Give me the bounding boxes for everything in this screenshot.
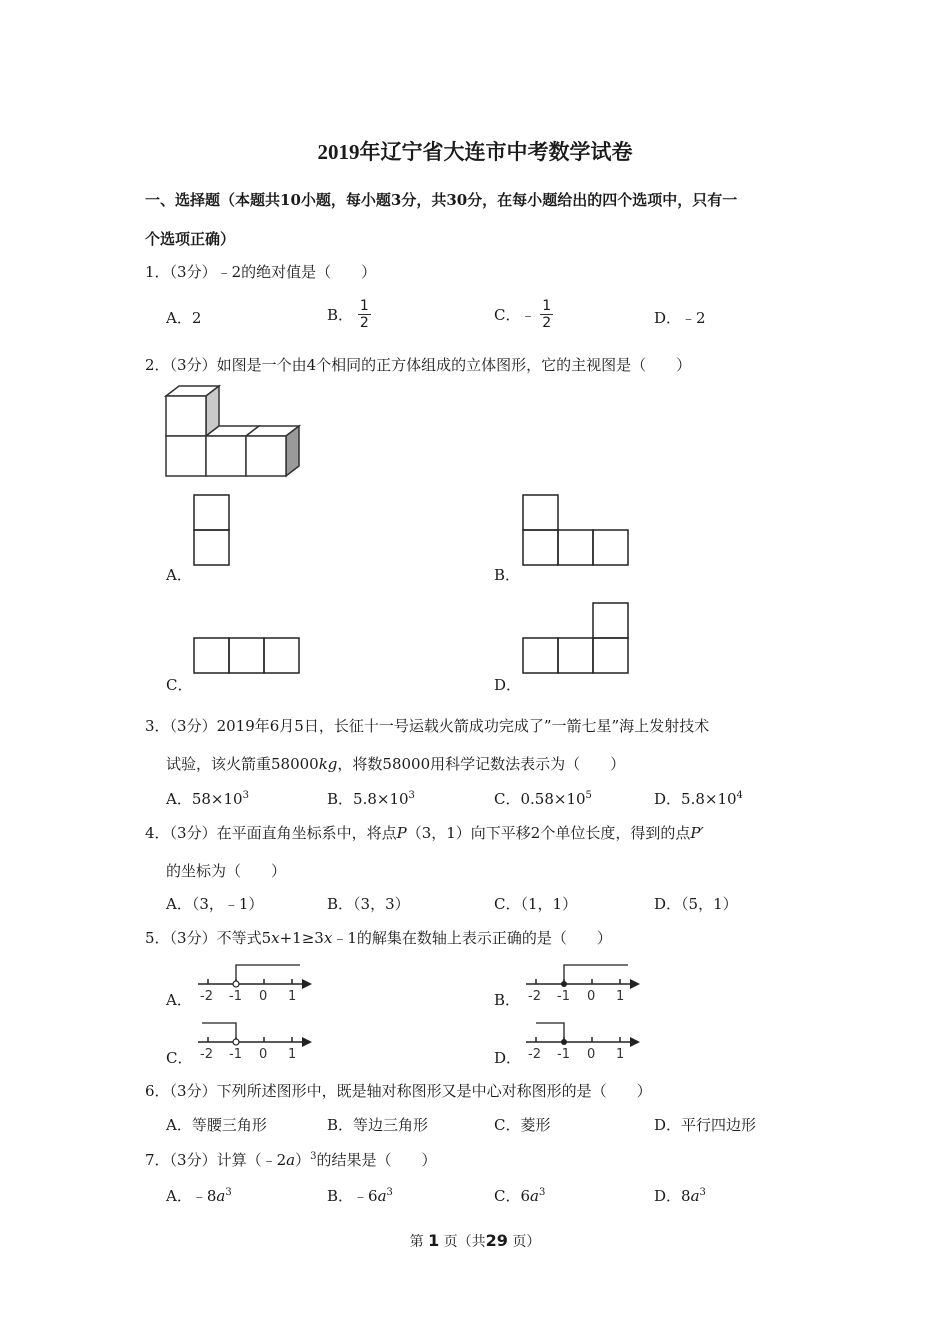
q7-option-a: A．$﹣8a^3$ — [166, 1187, 232, 1205]
q1-option-c: C．﹣ $\frac{1}{2}$ — [494, 298, 552, 331]
q3-option-a: A．$58\times 10^3$ — [166, 790, 249, 808]
tick-label: -2 — [528, 989, 541, 1004]
q5-stem: 5．（3分）不等式5x+1≥3x﹣1的解集在数轴上表示正确的是（ ） — [145, 929, 612, 947]
q2-option-b: B． — [494, 566, 521, 584]
tick-label: 1 — [616, 1047, 625, 1062]
q6-option-c: C．菱形 — [494, 1116, 551, 1134]
tick-label: 1 — [616, 989, 625, 1004]
q6-stem: 6．（3分）下列所述图形中，既是轴对称图形又是中心对称图形的是（ ） — [145, 1082, 652, 1100]
tick-label: -1 — [229, 1047, 242, 1062]
q6-option-d: D．平行四边形 — [654, 1116, 757, 1134]
tick-label: -1 — [229, 989, 242, 1004]
q2-option-d: D． — [494, 676, 522, 694]
cube-figure — [160, 383, 310, 483]
q3-stem-line2: 试验，该火箭重58000kg，将数58000用科学记数法表示为（ ） — [166, 755, 626, 773]
q2-figure-b — [522, 494, 632, 568]
q2-figure-d — [522, 602, 632, 678]
tick-label: 1 — [288, 989, 297, 1004]
q2-option-c: C． — [166, 676, 193, 694]
number-line-b — [524, 962, 644, 1004]
tick-label: 0 — [259, 1047, 268, 1062]
q1-option-d: D．﹣2 — [654, 309, 706, 327]
q3-option-c: C．$0.58\times 10^5$ — [494, 790, 592, 808]
q4-option-b: B．（3，3） — [327, 895, 410, 913]
q1-option-b: B． $\frac{1}{2}$ — [327, 298, 369, 331]
q4-stem-line2: 的坐标为（ ） — [166, 862, 287, 880]
q2-figure-a — [193, 494, 233, 568]
q3-stem-line1: 3．（3分）2019年6月5日，长征十一号运载火箭成功完成了”一箭七星”海上发射技术 — [145, 717, 710, 735]
q5-option-c: C． — [166, 1049, 193, 1067]
q7-option-b: B．$﹣6a^3$ — [327, 1187, 393, 1205]
q5-option-d: D． — [494, 1049, 522, 1067]
q4-option-d: D．（5，1） — [654, 895, 738, 913]
page-title: 2019年辽宁省大连市中考数学试卷 — [317, 140, 633, 164]
q7-option-c: C．$6a^3$ — [494, 1187, 546, 1205]
number-line-a — [196, 962, 316, 1004]
tick-label: -1 — [557, 1047, 570, 1062]
q2-stem: 2．（3分）如图是一个由4个相同的正方体组成的立体图形，它的主视图是（ ） — [145, 356, 692, 374]
number-line-d — [524, 1020, 644, 1062]
q4-option-c: C．（1，1） — [494, 895, 578, 913]
q5-option-b: B． — [494, 991, 521, 1009]
q4-option-a: A．（3，﹣1） — [166, 895, 264, 913]
number-line-c — [196, 1020, 316, 1062]
q3-option-d: D．$5.8\times 10^4$ — [654, 790, 743, 808]
tick-label: 0 — [587, 989, 596, 1004]
tick-label: 0 — [259, 989, 268, 1004]
q2-option-a: A． — [166, 566, 192, 584]
q4-stem-line1: 4．（3分）在平面直角坐标系中，将点P（3，1）向下平移2个单位长度，得到的点P′ — [145, 824, 704, 842]
tick-label: 0 — [587, 1047, 596, 1062]
q6-option-b: B．等边三角形 — [327, 1116, 429, 1134]
tick-label: -2 — [200, 989, 213, 1004]
page-footer: 第 1 页（共29 页） — [409, 1231, 541, 1250]
tick-label: -2 — [528, 1047, 541, 1062]
tick-label: -1 — [557, 989, 570, 1004]
q3-option-b: B．$5.8\times 10^3$ — [327, 790, 415, 808]
q1-option-a: A．2 — [166, 309, 202, 327]
q5-option-a: A． — [166, 991, 192, 1009]
q7-stem: 7．（3分）计算（﹣2a）$^3$的结果是（ ） — [145, 1151, 437, 1169]
q1-stem: 1．（3分）﹣2的绝对值是（ ） — [145, 263, 377, 281]
q7-option-d: D．$8a^3$ — [654, 1187, 706, 1205]
section-heading: 一、选择题（本题共10小题，每小题3分，共30分，在每小题给出的四个选项中，只有一 — [145, 191, 738, 209]
q6-option-a: A．等腰三角形 — [166, 1116, 267, 1134]
fraction: $\frac{1}{2}$ — [359, 298, 369, 331]
q2-figure-c — [193, 637, 303, 677]
fraction: $\frac{1}{2}$ — [542, 298, 552, 331]
tick-label: -2 — [200, 1047, 213, 1062]
section-heading-cont: 个选项正确） — [145, 230, 236, 248]
tick-label: 1 — [288, 1047, 297, 1062]
